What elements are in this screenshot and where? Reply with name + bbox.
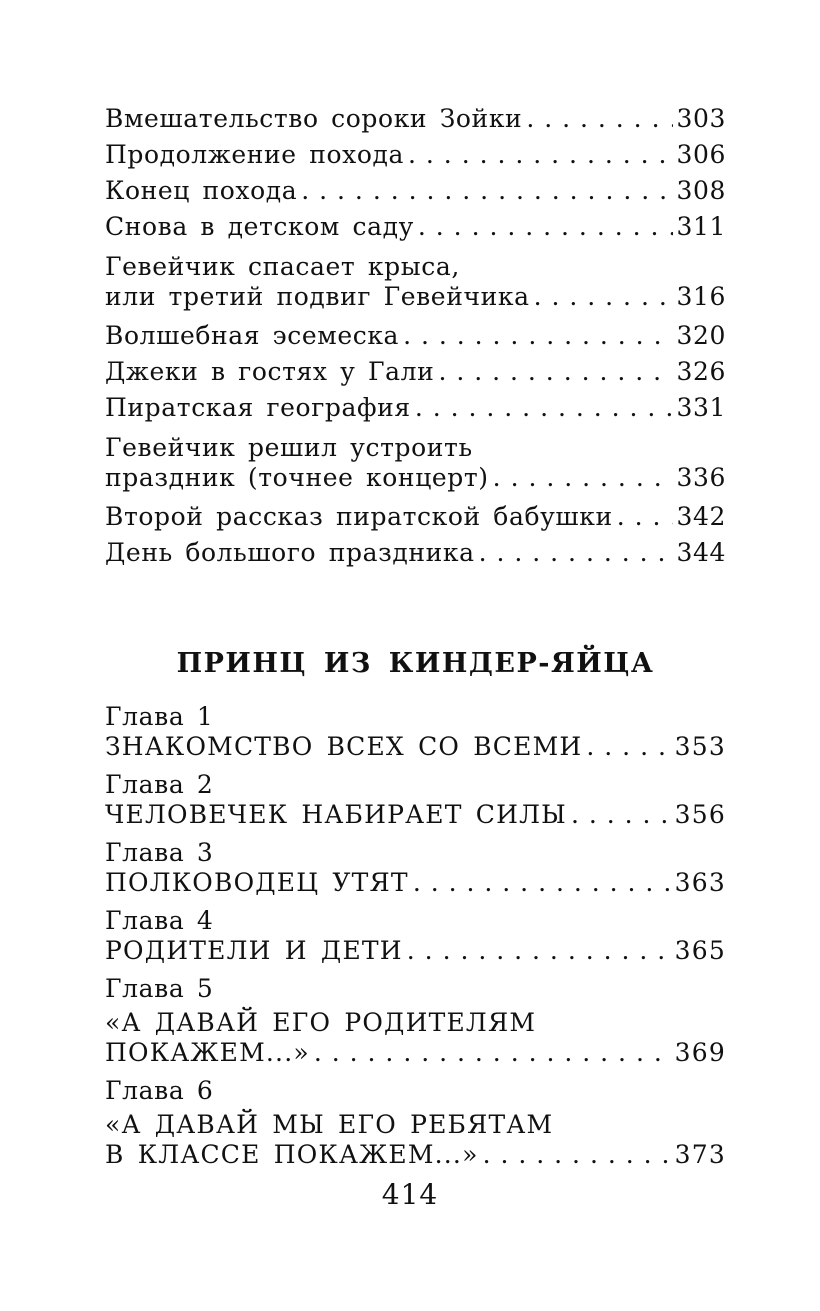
toc-section-2 xyxy=(105,702,726,1178)
toc-entry-page: 316 xyxy=(676,282,726,311)
dot-leader xyxy=(418,212,674,242)
dot-leader xyxy=(493,463,674,493)
toc-entry-page: 326 xyxy=(676,357,726,386)
toc-entry xyxy=(105,1110,726,1170)
toc-entry-page: 356 xyxy=(674,800,726,829)
toc-entry xyxy=(105,176,726,212)
dot-leader xyxy=(314,1038,672,1068)
toc-entry-page: 363 xyxy=(674,868,726,897)
dot-leader xyxy=(301,176,673,206)
toc-entry-page: 365 xyxy=(674,936,726,965)
toc-entry-page: 311 xyxy=(676,212,726,241)
toc-entry xyxy=(105,868,726,898)
toc-entry xyxy=(105,732,726,762)
toc-entry xyxy=(105,1008,726,1068)
toc-entry xyxy=(105,321,726,357)
page-number: 414 xyxy=(381,1178,439,1211)
toc-entry-title: Снова в детском саду xyxy=(105,212,414,241)
chapter-entry xyxy=(105,770,726,830)
toc-entry-title: ЧЕЛОВЕЧЕК НАБИРАЕТ СИЛЫ xyxy=(105,800,567,829)
toc-entry-page: 303 xyxy=(676,104,726,133)
toc-entry-title: В КЛАССЕ ПОКАЖЕМ...» xyxy=(105,1140,479,1169)
toc-section-1 xyxy=(105,104,726,574)
toc-entry-page: 306 xyxy=(676,140,726,169)
dot-leader xyxy=(415,393,674,423)
dot-leader xyxy=(413,868,672,898)
toc-entry-title: Продолжение похода xyxy=(105,140,405,169)
dot-leader xyxy=(534,282,674,312)
toc-entry xyxy=(105,357,726,393)
dot-leader xyxy=(408,140,673,170)
toc-entry xyxy=(105,538,726,574)
toc-entry xyxy=(105,104,726,140)
toc-entry-page: 342 xyxy=(676,502,726,531)
toc-entry-page: 353 xyxy=(674,732,726,761)
toc-entry-page: 331 xyxy=(676,393,726,422)
chapter-entry xyxy=(105,702,726,762)
toc-entry-title: Вмешательство сороки Зойки xyxy=(105,104,523,133)
toc-entry-title: ПОЛКОВОДЕЦ УТЯТ xyxy=(105,868,409,897)
dot-leader xyxy=(571,800,672,830)
dot-leader xyxy=(403,321,673,351)
chapter-entry xyxy=(105,974,726,1068)
chapter-label: Глава 4 xyxy=(105,906,214,935)
dot-leader xyxy=(526,104,673,134)
toc-entry-page: 336 xyxy=(676,463,726,492)
toc-entry-title: ЗНАКОМСТВО ВСЕХ СО ВСЕМИ xyxy=(105,732,583,761)
toc-entry-title: Гевейчик решил устроить xyxy=(105,433,473,462)
dot-leader xyxy=(438,357,673,387)
chapter-label: Глава 6 xyxy=(105,1076,214,1105)
toc-entry xyxy=(105,252,726,315)
toc-entry-title: ПОКАЖЕМ...» xyxy=(105,1038,310,1067)
toc-entry-title: Гевейчик спасает крыса, xyxy=(105,252,460,281)
toc-entry-title: Конец похода xyxy=(105,176,298,205)
chapter-label: Глава 1 xyxy=(105,702,214,731)
toc-entry-title: или третий подвиг Гевейчика xyxy=(105,282,530,311)
chapter-entry xyxy=(105,838,726,898)
toc-entry-title: РОДИТЕЛИ И ДЕТИ xyxy=(105,936,403,965)
chapter-entry xyxy=(105,906,726,966)
toc-entry-page: 373 xyxy=(674,1140,726,1169)
toc-entry-page: 308 xyxy=(676,176,726,205)
dot-leader xyxy=(407,936,672,966)
toc-entry xyxy=(105,936,726,966)
dot-leader xyxy=(483,1140,672,1170)
toc-entry xyxy=(105,393,726,429)
toc-entry xyxy=(105,212,726,248)
toc-entry-title: Второй рассказ пиратской бабушки xyxy=(105,502,613,531)
toc-entry-title: День большого праздника xyxy=(105,538,475,567)
toc-entry-page: 369 xyxy=(674,1038,726,1067)
toc-entry-title: праздник (точнее концерт) xyxy=(105,463,489,492)
dot-leader xyxy=(586,732,671,762)
toc-entry-title: «А ДАВАЙ ЕГО РОДИТЕЛЯМ xyxy=(105,1008,537,1037)
toc-entry xyxy=(105,800,726,830)
dot-leader xyxy=(479,538,674,568)
toc-entry-page: 344 xyxy=(676,538,726,567)
dot-leader xyxy=(617,502,674,532)
toc-entry-title: Волшебная эсемеска xyxy=(105,321,400,350)
toc-entry xyxy=(105,502,726,538)
chapter-label: Глава 3 xyxy=(105,838,214,867)
toc-entry xyxy=(105,140,726,176)
section-title: ПРИНЦ ИЗ КИНДЕР-ЯЙЦА xyxy=(176,648,655,679)
toc-entry-title: «А ДАВАЙ МЫ ЕГО РЕБЯТАМ xyxy=(105,1110,554,1139)
chapter-label: Глава 2 xyxy=(105,770,214,799)
chapter-label: Глава 5 xyxy=(105,974,214,1003)
toc-entry xyxy=(105,433,726,496)
toc-entry-title: Пиратская география xyxy=(105,393,411,422)
toc-entry-page: 320 xyxy=(676,321,726,350)
chapter-entry xyxy=(105,1076,726,1170)
toc-entry-title: Джеки в гостях у Гали xyxy=(105,357,435,386)
